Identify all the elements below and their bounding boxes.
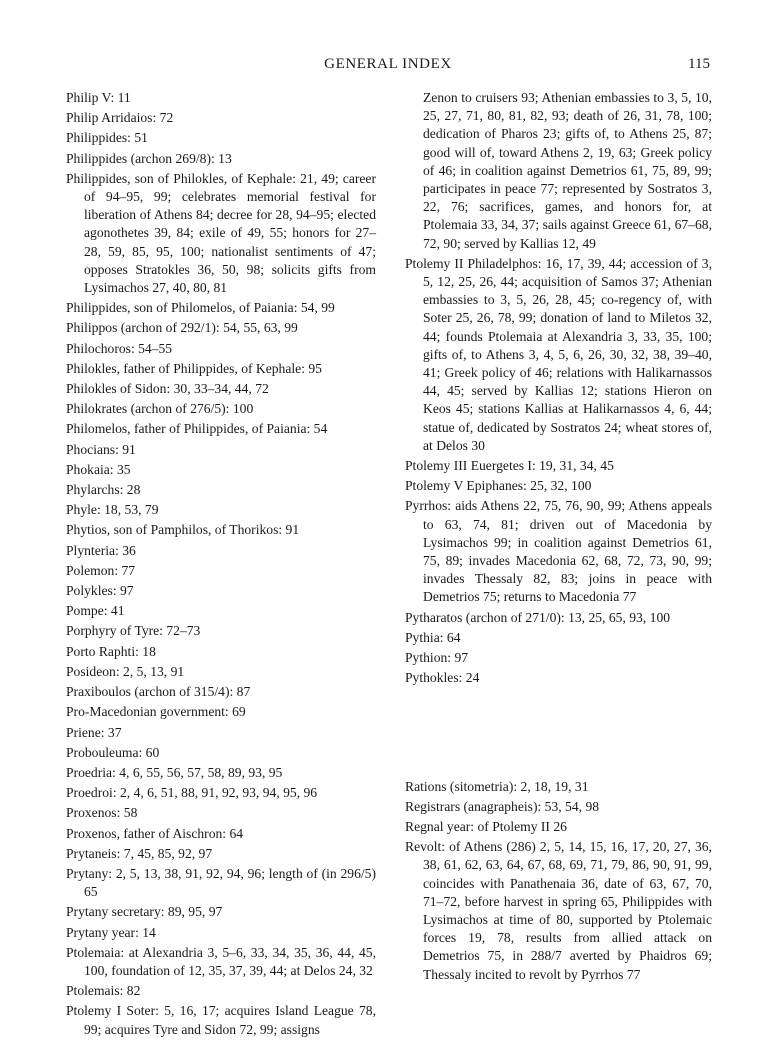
- index-entry: Pythia: 64: [405, 629, 461, 645]
- index-entry: Ptolemy II Philadelphos: 16, 17, 39, 44; accession of 3, 5, 12, 25, 26, 44; acquisition of Samos 37; Athenian embassies to 3, 5, 26, 28, 45; co-regency of, with Soter 25, 26, 78, 99; donation of land to Miletos 32, 44; founds Ptolemaia at Alexandria 3, 33, 35, 100; gifts of, to Athens 3, 4, 5, 6, 26, 30, 32, 38, 39–40, 41; Greek policy of 46; relations with Halikarnassos 44, 45; served by Kallias 12; stations Hieron on Keos 45; stations Kallias at Halikarnassos 4, 6, 44; statue of, dedicated by Sostratos 24; wheat stores of, at Delos 30: [405, 255, 712, 453]
- index-entry: Philippides: 51: [66, 130, 148, 146]
- index-entry: Philip V: 11: [66, 90, 131, 105]
- index-entry: Prytaneis: 7, 45, 85, 92, 97: [66, 845, 213, 861]
- index-entry: Praxiboulos (archon of 315/4): 87: [66, 684, 251, 700]
- running-title: GENERAL INDEX: [324, 56, 452, 72]
- index-entry: Phocians: 91: [66, 441, 136, 457]
- index-entry: Porphyry of Tyre: 72–73: [66, 623, 201, 639]
- index-entry: Pythion: 97: [405, 650, 469, 666]
- index-entry: Regnal year: of Ptolemy II 26: [405, 818, 567, 834]
- index-entry: Philomelos, father of Philippides, of Paiania: 54: [66, 421, 328, 437]
- index-entry: Philokrates (archon of 276/5): 100: [66, 401, 254, 417]
- index-entry: Phylarchs: 28: [66, 482, 141, 498]
- index-entry: Philokles of Sidon: 30, 33–34, 44, 72: [66, 381, 269, 397]
- index-column-right: [405, 89, 712, 986]
- index-entry: Ptolemy V Epiphanes: 25, 32, 100: [405, 478, 592, 494]
- index-entry: Porto Raphti: 18: [66, 643, 156, 659]
- index-entry: Philippides, son of Philomelos, of Paiania: 54, 99: [66, 300, 335, 316]
- index-entry: Ptolemaia: at Alexandria 3, 5–6, 33, 34, 35, 36, 44, 45, 100, foundation of 12, 35, 37, 39, 44; at Delos 24, 32: [66, 944, 376, 978]
- index-entry: Plynteria: 36: [66, 542, 136, 558]
- index-entry: Pytharatos (archon of 271/0): 13, 25, 65, 93, 100: [405, 609, 671, 625]
- index-entry: Philokles, father of Philippides, of Kephale: 95: [66, 360, 322, 376]
- index-entry: Ptolemy I Soter: 5, 16, 17; acquires Island League 78, 99; acquires Tyre and Sidon 72, 99; assigns: [66, 1003, 376, 1037]
- index-entry: Phyle: 18, 53, 79: [66, 502, 159, 518]
- index-entry: Rations (sitometria): 2, 18, 19, 31: [405, 778, 589, 794]
- index-entry: Philippides (archon 269/8): 13: [66, 150, 232, 166]
- page-number: 115: [688, 56, 710, 72]
- index-entry: Proxenos: 58: [66, 805, 138, 821]
- index-entry: Registrars (anagrapheis): 53, 54, 98: [405, 798, 600, 814]
- index-entry: Philochoros: 54–55: [66, 340, 173, 356]
- index-entry: Proedroi: 2, 4, 6, 51, 88, 91, 92, 93, 94, 95, 96: [66, 785, 318, 801]
- index-entry: Prytany: 2, 5, 13, 38, 91, 92, 94, 96; length of (in 296/5) 65: [66, 865, 376, 900]
- index-entry: Phokaia: 35: [66, 461, 131, 477]
- index-entry-continued: Zenon to cruisers 93; Athenian embassies to 3, 5, 10, 25, 27, 71, 80, 81, 82, 93; death of 26, 31, 78, 100; dedication of Pharos 23; gifts of, to Athens 25, 87; good will of, toward Athens 2, 19, 63; Greek policy of 46; in coalition against Demetrios 61, 75, 89, 99; participates in peace 77; represented by Sostratos 3, 22, 76; sacrifices, games, and honors for, at Ptolemaia 33, 34, 37; sails against Greece 61, 67–68, 72, 90; served by Kallias 12, 49: [423, 90, 712, 251]
- index-entry: Proedria: 4, 6, 55, 56, 57, 58, 89, 93, 95: [66, 764, 283, 780]
- index-entry: Proxenos, father of Aischron: 64: [66, 825, 244, 841]
- index-entry: Ptolemy III Euergetes I: 19, 31, 34, 45: [405, 458, 614, 474]
- index-entry: Polemon: 77: [66, 562, 136, 578]
- index-entry: Probouleuma: 60: [66, 744, 160, 760]
- index-entry: Prytany secretary: 89, 95, 97: [66, 904, 223, 920]
- index-entry: Posideon: 2, 5, 13, 91: [66, 663, 185, 679]
- section-gap: [405, 690, 712, 778]
- index-entry: Pompe: 41: [66, 603, 125, 619]
- index-entry: Philippides, son of Philokles, of Kephale: 21, 49; career of 94–95, 99; celebrates memorial festival for liberation of Athens 84; decree for 28, 94–95; elected agonothetes 39, 84; exile of 49, 55; honors for 27–28, 59, 85, 95, 100; nationalist sentiments of 47; opposes Stratokles 36, 50, 98; solicits gifts from Lysimachos 27, 40, 80, 81: [66, 170, 376, 296]
- index-entry: Pythokles: 24: [405, 670, 480, 686]
- index-entry: Pyrrhos: aids Athens 22, 75, 76, 90, 99; Athens appeals to 63, 74, 81; driven out of Macedonia by Lysimachos 99; in coalition against Demetrios 61, 75, 89; invades Macedonia 62, 68, 72, 73, 90, 99; invades Thessaly 82, 83; joins in peace with Demetrios 75; returns to Macedonia 77: [405, 498, 712, 605]
- index-column-left: [66, 89, 376, 1041]
- index-entry: Phytios, son of Pamphilos, of Thorikos: 91: [66, 522, 300, 538]
- index-entry: Pro-Macedonian government: 69: [66, 704, 246, 720]
- index-entry: Prytany year: 14: [66, 924, 156, 940]
- index-entry: Priene: 37: [66, 724, 122, 740]
- index-entry: Revolt: of Athens (286) 2, 5, 14, 15, 16, 17, 20, 27, 36, 38, 61, 62, 63, 64, 67, 68, 69, 71, 79, 86, 90, 91, 99, coincides with Panathenaia 36, date of 63, 67, 70, 71–72, before harvest in spring 65, Philippides with Lysimachos at time of 80, supported by Ptolemaic forces 19, 78, results from allied attack on Demetrios 75, in 288/7 averted by Phaidros 69; Thessaly incited to revolt by Pyrrhos 77: [405, 839, 712, 982]
- index-entry: Ptolemais: 82: [66, 983, 141, 999]
- index-entry: Philippos (archon of 292/1): 54, 55, 63, 99: [66, 320, 298, 336]
- index-entry: Polykles: 97: [66, 583, 134, 599]
- index-entry: Philip Arridaios: 72: [66, 110, 174, 126]
- page-header: [66, 52, 710, 76]
